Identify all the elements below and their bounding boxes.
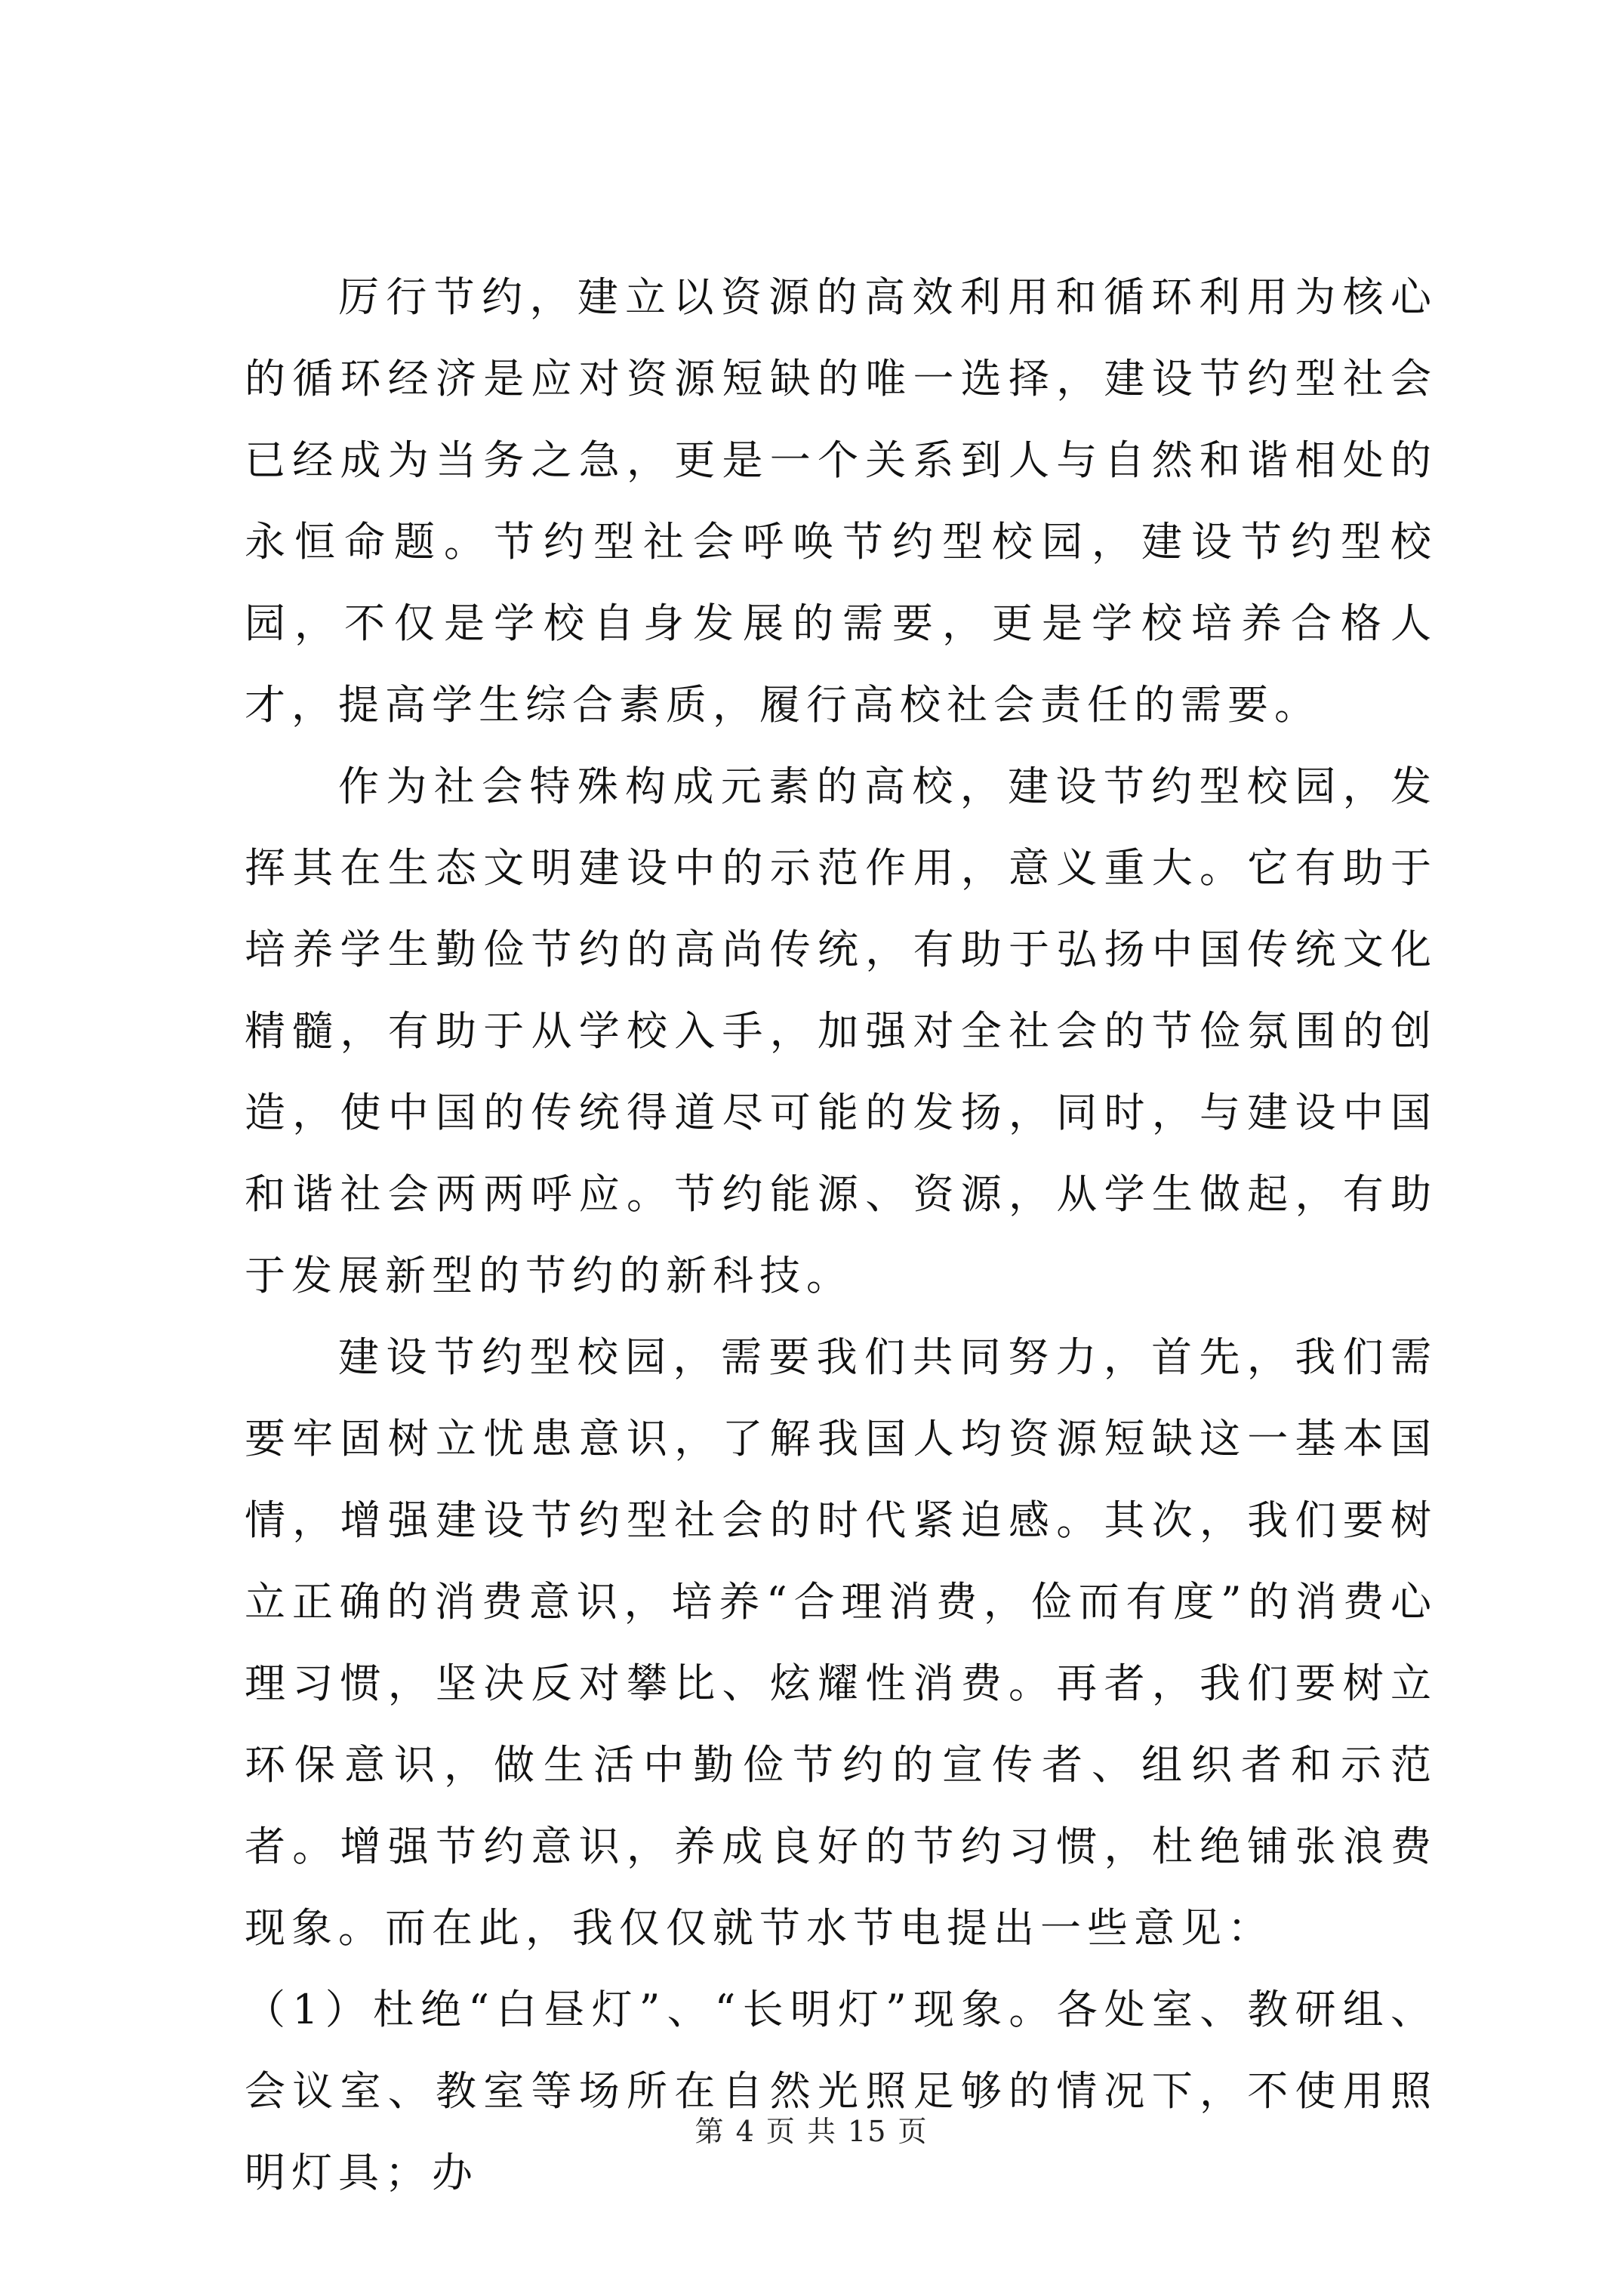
- page-number-footer: 第 4 页 共 15 页: [694, 2115, 929, 2148]
- paragraph-intro: 厉行节约，建立以资源的高效利用和循环利用为核心的循环经济是应对资源短缺的唯一选择，建设节约型社会已经成为当务之急，更是一个关系到人与自然和谐相处的永恒命题。节约型社会呼唤节约型校园，建设节约型校园，不仅是学校自身发展的需要，更是学校培养合格人才，提高学生综合素质，履行高校社会责任的需要。: [245, 273, 1437, 729]
- paragraph-significance: 作为社会特殊构成元素的高校，建设节约型校园，发挥其在生态文明建设中的示范作用，意义重大。它有助于培养学生勤俭节约的高尚传统，有助于弘扬中国传统文化精髓，有助于从学校入手，加强对全社会的节俭氛围的创造，使中国的传统得道尽可能的发扬，同时，与建设中国和谐社会两两呼应。节约能源、资源，从学生做起，有助于发展新型的节约的新科技。: [245, 763, 1437, 1299]
- paragraph-measures: 建设节约型校园，需要我们共同努力，首先，我们需要牢固树立忧患意识，了解我国人均资源短缺这一基本国情，增强建设节约型社会的时代紧迫感。其次，我们要树立正确的消费意识，培养“合理消费，俭而有度”的消费心理习惯，坚决反对攀比、炫耀性消费。再者，我们要树立环保意识，做生活中勤俭节约的宣传者、组织者和示范者。增强节约意识，养成良好的节约习惯，杜绝铺张浪费现象。而在此，我仅仅就节水节电提出一些意见：: [245, 1333, 1437, 1952]
- paragraph-item-1: （1）杜绝“白昼灯”、“长明灯”现象。各处室、教研组、会议室、教室等场所在自然光照足够的情况下，不使用照明灯具；办: [245, 1986, 1437, 2196]
- document-body: [245, 257, 1437, 2214]
